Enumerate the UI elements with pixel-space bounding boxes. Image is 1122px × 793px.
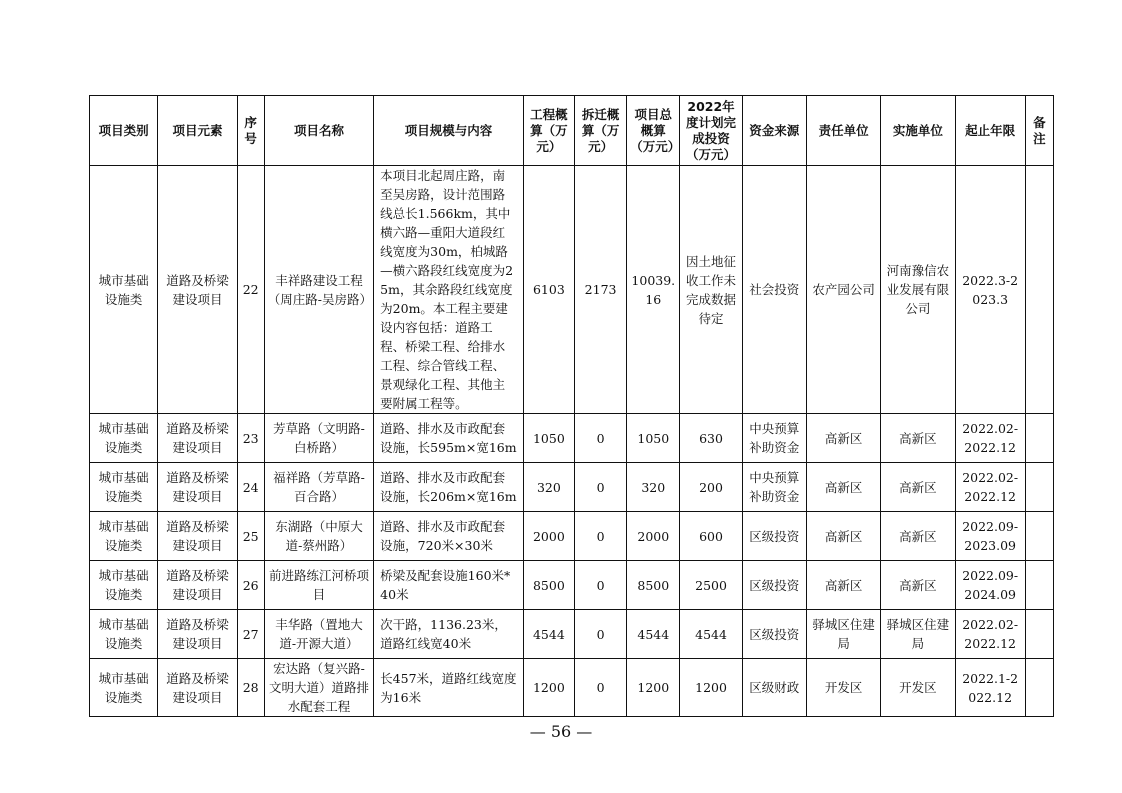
cell-eng: 2000 bbox=[523, 512, 574, 561]
header-impl: 实施单位 bbox=[881, 96, 955, 166]
cell-fund: 区级投资 bbox=[742, 561, 806, 610]
table-row bbox=[90, 512, 1054, 561]
cell-demo: 0 bbox=[574, 512, 626, 561]
cell-name: 芳草路（文明路-白桥路） bbox=[264, 414, 373, 463]
cell-demo: 0 bbox=[574, 463, 626, 512]
table-row bbox=[90, 166, 1054, 414]
page-number: — 56 — bbox=[529, 722, 593, 741]
cell-no: 22 bbox=[237, 166, 264, 414]
cell-no: 27 bbox=[237, 610, 264, 659]
project-table bbox=[89, 95, 1054, 717]
cell-demo: 0 bbox=[574, 561, 626, 610]
table-row bbox=[90, 610, 1054, 659]
table-header-row bbox=[90, 96, 1054, 166]
cell-impl: 驿城区住建局 bbox=[881, 610, 955, 659]
cell-total: 10039.16 bbox=[627, 166, 680, 414]
cell-category: 城市基础设施类 bbox=[90, 463, 158, 512]
cell-resp: 驿城区住建局 bbox=[806, 610, 880, 659]
cell-impl: 高新区 bbox=[881, 561, 955, 610]
cell-plan: 因土地征收工作未完成数据待定 bbox=[680, 166, 742, 414]
cell-demo: 2173 bbox=[574, 166, 626, 414]
cell-name: 丰华路（置地大道-开源大道） bbox=[264, 610, 373, 659]
cell-total: 2000 bbox=[627, 512, 680, 561]
cell-element: 道路及桥梁建设项目 bbox=[158, 610, 237, 659]
cell-fund: 社会投资 bbox=[742, 166, 806, 414]
cell-plan: 600 bbox=[680, 512, 742, 561]
header-scope: 项目规模与内容 bbox=[374, 96, 524, 166]
cell-category: 城市基础设施类 bbox=[90, 414, 158, 463]
header-period: 起止年限 bbox=[955, 96, 1025, 166]
cell-demo: 0 bbox=[574, 659, 626, 717]
cell-plan: 4544 bbox=[680, 610, 742, 659]
cell-total: 4544 bbox=[627, 610, 680, 659]
header-category: 项目类别 bbox=[90, 96, 158, 166]
header-resp: 责任单位 bbox=[806, 96, 880, 166]
cell-eng: 320 bbox=[523, 463, 574, 512]
cell-resp: 高新区 bbox=[806, 414, 880, 463]
cell-period: 2022.02-2022.12 bbox=[955, 463, 1025, 512]
cell-category: 城市基础设施类 bbox=[90, 659, 158, 717]
cell-note bbox=[1025, 610, 1053, 659]
cell-no: 26 bbox=[237, 561, 264, 610]
cell-element: 道路及桥梁建设项目 bbox=[158, 561, 237, 610]
cell-total: 320 bbox=[627, 463, 680, 512]
cell-fund: 区级投资 bbox=[742, 512, 806, 561]
cell-scope: 道路、排水及市政配套设施，长595m×宽16m bbox=[374, 414, 524, 463]
cell-note bbox=[1025, 166, 1053, 414]
cell-eng: 1200 bbox=[523, 659, 574, 717]
cell-resp: 高新区 bbox=[806, 512, 880, 561]
cell-name: 宏达路（复兴路-文明大道）道路排水配套工程 bbox=[264, 659, 373, 717]
cell-eng: 1050 bbox=[523, 414, 574, 463]
cell-impl: 高新区 bbox=[881, 463, 955, 512]
cell-period: 2022.02-2022.12 bbox=[955, 610, 1025, 659]
cell-period: 2022.09-2024.09 bbox=[955, 561, 1025, 610]
cell-total: 1050 bbox=[627, 414, 680, 463]
cell-scope: 道路、排水及市政配套设施，长206m×宽16m bbox=[374, 463, 524, 512]
header-fund: 资金来源 bbox=[742, 96, 806, 166]
cell-note bbox=[1025, 512, 1053, 561]
cell-plan: 1200 bbox=[680, 659, 742, 717]
table-row bbox=[90, 659, 1054, 717]
cell-name: 东湖路（中原大道-蔡州路） bbox=[264, 512, 373, 561]
table-row bbox=[90, 463, 1054, 512]
cell-fund: 区级财政 bbox=[742, 659, 806, 717]
cell-category: 城市基础设施类 bbox=[90, 512, 158, 561]
cell-period: 2022.02-2022.12 bbox=[955, 414, 1025, 463]
cell-total: 1200 bbox=[627, 659, 680, 717]
cell-impl: 开发区 bbox=[881, 659, 955, 717]
cell-impl: 高新区 bbox=[881, 414, 955, 463]
cell-element: 道路及桥梁建设项目 bbox=[158, 659, 237, 717]
header-note: 备注 bbox=[1025, 96, 1053, 166]
cell-period: 2022.09-2023.09 bbox=[955, 512, 1025, 561]
cell-plan: 2500 bbox=[680, 561, 742, 610]
cell-category: 城市基础设施类 bbox=[90, 610, 158, 659]
cell-total: 8500 bbox=[627, 561, 680, 610]
cell-note bbox=[1025, 561, 1053, 610]
cell-no: 28 bbox=[237, 659, 264, 717]
header-name: 项目名称 bbox=[264, 96, 373, 166]
cell-element: 道路及桥梁建设项目 bbox=[158, 166, 237, 414]
cell-no: 25 bbox=[237, 512, 264, 561]
cell-element: 道路及桥梁建设项目 bbox=[158, 512, 237, 561]
cell-element: 道路及桥梁建设项目 bbox=[158, 463, 237, 512]
header-element: 项目元素 bbox=[158, 96, 237, 166]
cell-eng: 6103 bbox=[523, 166, 574, 414]
cell-scope: 次干路，1136.23米，道路红线宽40米 bbox=[374, 610, 524, 659]
cell-resp: 农产园公司 bbox=[806, 166, 880, 414]
cell-period: 2022.1-2022.12 bbox=[955, 659, 1025, 717]
cell-resp: 高新区 bbox=[806, 463, 880, 512]
cell-element: 道路及桥梁建设项目 bbox=[158, 414, 237, 463]
cell-name: 前进路练江河桥项目 bbox=[264, 561, 373, 610]
cell-scope: 长457米，道路红线宽度为16米 bbox=[374, 659, 524, 717]
header-demo: 拆迁概算（万元） bbox=[574, 96, 626, 166]
cell-note bbox=[1025, 463, 1053, 512]
table-row bbox=[90, 561, 1054, 610]
cell-scope: 道路、排水及市政配套设施，720米×30米 bbox=[374, 512, 524, 561]
cell-fund: 区级投资 bbox=[742, 610, 806, 659]
cell-scope: 桥梁及配套设施160米*40米 bbox=[374, 561, 524, 610]
cell-no: 23 bbox=[237, 414, 264, 463]
cell-fund: 中央预算补助资金 bbox=[742, 414, 806, 463]
header-no: 序号 bbox=[237, 96, 264, 166]
cell-impl: 高新区 bbox=[881, 512, 955, 561]
cell-note bbox=[1025, 414, 1053, 463]
cell-category: 城市基础设施类 bbox=[90, 561, 158, 610]
cell-period: 2022.3-2023.3 bbox=[955, 166, 1025, 414]
cell-impl: 河南豫信农业发展有限公司 bbox=[881, 166, 955, 414]
cell-note bbox=[1025, 659, 1053, 717]
cell-demo: 0 bbox=[574, 610, 626, 659]
cell-name: 福祥路（芳草路-百合路） bbox=[264, 463, 373, 512]
cell-category: 城市基础设施类 bbox=[90, 166, 158, 414]
cell-eng: 8500 bbox=[523, 561, 574, 610]
cell-resp: 高新区 bbox=[806, 561, 880, 610]
cell-name: 丰祥路建设工程（周庄路-吴房路） bbox=[264, 166, 373, 414]
cell-no: 24 bbox=[237, 463, 264, 512]
header-eng: 工程概算（万元） bbox=[523, 96, 574, 166]
header-plan: 2022年度计划完成投资（万元） bbox=[680, 96, 742, 166]
cell-demo: 0 bbox=[574, 414, 626, 463]
table-row bbox=[90, 414, 1054, 463]
cell-resp: 开发区 bbox=[806, 659, 880, 717]
cell-plan: 630 bbox=[680, 414, 742, 463]
cell-scope: 本项目北起周庄路，南至吴房路，设计范围路线总长1.566km，其中横六路—重阳大道段红线宽度为30m，柏城路—横六路段红线宽度为25m，其余路段红线宽度为20m。本工程主要建设内容包括：道路工程、桥梁工程、给排水工程、综合管线工程、景观绿化工程、其他主要附属工程等。 bbox=[374, 166, 524, 414]
cell-plan: 200 bbox=[680, 463, 742, 512]
cell-eng: 4544 bbox=[523, 610, 574, 659]
header-total: 项目总概算（万元） bbox=[627, 96, 680, 166]
cell-fund: 中央预算补助资金 bbox=[742, 463, 806, 512]
